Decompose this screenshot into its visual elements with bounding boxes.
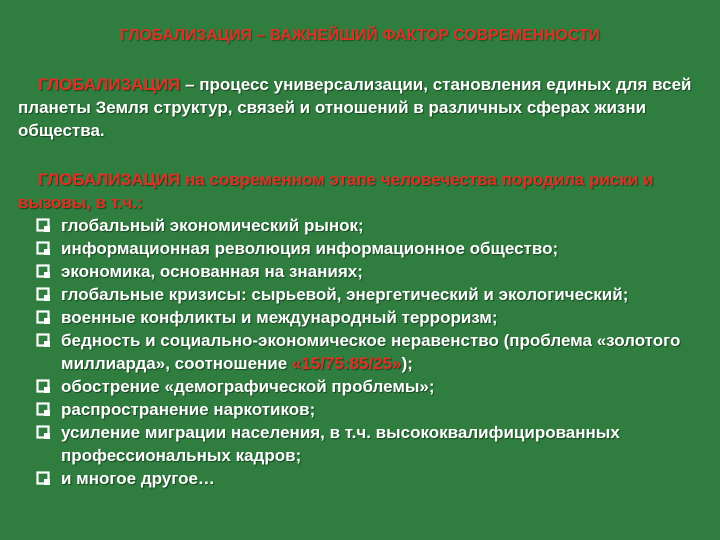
checkbox-bullet-icon	[36, 379, 51, 394]
risks-intro	[18, 168, 708, 214]
ratio-highlight: «15/75:85/25»	[291, 354, 402, 373]
definition-text: – процесс универсализации, становления единых для всей планеты Земля структур, связей и отношений в различных сферах жизни общества.	[18, 75, 692, 140]
list-item	[36, 421, 706, 467]
list-item	[36, 283, 706, 306]
list-item	[36, 237, 706, 260]
list-item-text-end: );	[401, 354, 413, 373]
checkbox-bullet-icon	[36, 425, 51, 440]
definition-term: ГЛОБАЛИЗАЦИЯ	[38, 75, 181, 94]
list-item	[36, 214, 706, 237]
definition-paragraph	[18, 73, 708, 142]
list-item-text: глобальные кризисы: сырьевой, энергетический и экологический;	[61, 285, 629, 304]
checkbox-bullet-icon	[36, 471, 51, 486]
checkbox-bullet-icon	[36, 310, 51, 325]
risks-list	[36, 214, 706, 490]
list-item-text: глобальный экономический рынок;	[61, 216, 364, 235]
list-item	[36, 375, 706, 398]
slide-title: ГЛОБАЛИЗАЦИЯ – ВАЖНЕЙШИЙ ФАКТОР СОВРЕМЕННОСТИ	[120, 27, 600, 44]
list-item	[36, 260, 706, 283]
checkbox-bullet-icon	[36, 218, 51, 233]
list-item	[36, 398, 706, 421]
list-item	[36, 467, 706, 490]
list-item-text: информационная революция информационное общество;	[61, 239, 559, 258]
list-item-text: и многое другое…	[61, 469, 215, 488]
list-item-text: военные конфликты и международный терроризм;	[61, 308, 498, 327]
list-item	[36, 306, 706, 329]
list-item-text: распространение наркотиков;	[61, 400, 316, 419]
checkbox-bullet-icon	[36, 402, 51, 417]
list-item	[36, 329, 706, 375]
risks-intro-text: ГЛОБАЛИЗАЦИЯ на современном этапе человечества породила риски и вызовы, в т.ч.:	[18, 170, 654, 212]
checkbox-bullet-icon	[36, 287, 51, 302]
checkbox-bullet-icon	[36, 264, 51, 279]
checkbox-bullet-icon	[36, 333, 51, 348]
list-item-text: обострение «демографической проблемы»;	[61, 377, 435, 396]
list-item-text: усиление миграции населения, в т.ч. высококвалифицированных профессиональных кадров;	[61, 423, 620, 465]
checkbox-bullet-icon	[36, 241, 51, 256]
list-item-text: бедность и социально-экономическое неравенство (проблема «золотого миллиарда», соотношение	[61, 331, 681, 373]
list-item-text: экономика, основанная на знаниях;	[61, 262, 363, 281]
